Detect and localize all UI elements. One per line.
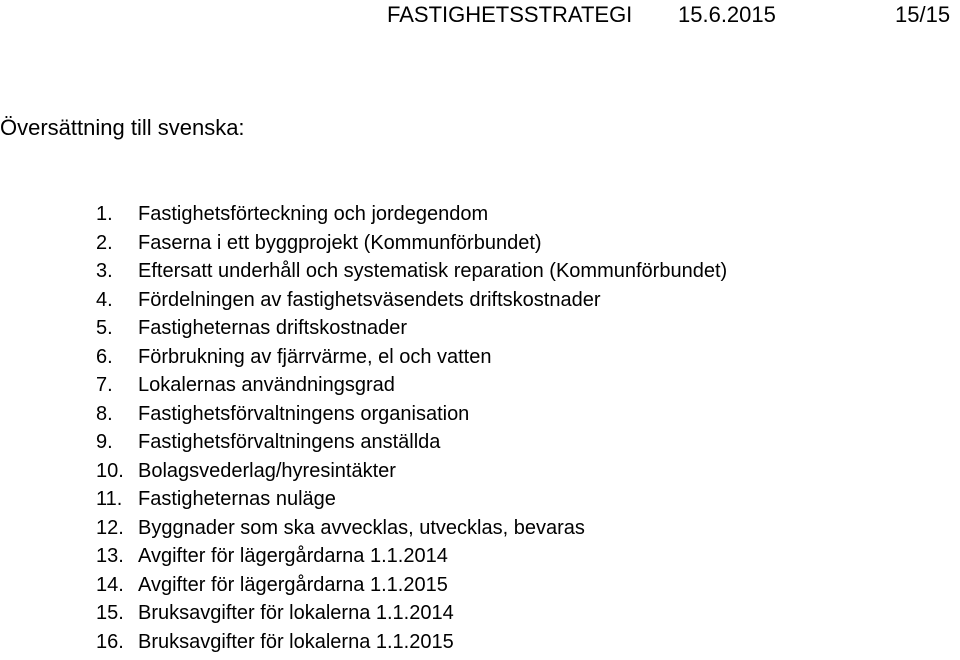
list-item-text: Förbrukning av fjärrvärme, el och vatten	[138, 345, 492, 368]
list-item-text: Bolagsvederlag/hyresintäkter	[138, 459, 396, 482]
list-item-number: 4.	[96, 288, 113, 311]
list-item	[96, 229, 727, 258]
document-date: 15.6.2015	[678, 2, 776, 27]
list-item-number: 1.	[96, 203, 113, 225]
list-item-number: 12.	[96, 516, 124, 539]
list-item-number: 7.	[96, 374, 113, 396]
list-item-number: 5.	[96, 317, 113, 339]
list-item-text: Bruksavgifter för lokalerna 1.1.2014	[138, 602, 454, 624]
document-title: FASTIGHETSSTRATEGI	[387, 2, 633, 27]
list-item	[96, 599, 727, 628]
list-item-text: Fastigheternas nuläge	[138, 488, 336, 510]
page-header	[387, 0, 960, 30]
list-item-text: Avgifter för lägergårdarna 1.1.2014	[138, 545, 448, 567]
list-item-number: 6.	[96, 345, 113, 368]
list-item-number: 10.	[96, 459, 124, 482]
list-item-text: Fastighetsförteckning och jordegendom	[138, 203, 489, 225]
list-item	[96, 200, 727, 229]
list-item-number: 3.	[96, 260, 113, 282]
list-item-text: Lokalernas användningsgrad	[138, 374, 395, 396]
list-item-text: Fastigheternas driftskostnader	[138, 317, 408, 339]
list-item-number: 14.	[96, 573, 124, 596]
list-item	[96, 314, 727, 343]
list-item	[96, 457, 727, 486]
list-item-number: 11.	[96, 488, 123, 510]
list-item	[96, 257, 727, 286]
list-item	[96, 628, 727, 657]
list-item-number: 2.	[96, 231, 113, 254]
section-heading: Översättning till svenska:	[0, 115, 245, 140]
list-item-text: Fördelningen av fastighetsväsendets driftskostnader	[138, 288, 601, 311]
list-item-text: Fastighetsförvaltningens organisation	[138, 402, 470, 425]
list-item	[96, 371, 727, 400]
list-item-text: Faserna i ett byggprojekt (Kommunförbundet)	[138, 231, 542, 254]
list-item	[96, 428, 727, 457]
list-item	[96, 400, 727, 429]
list-item-text: Bruksavgifter för lokalerna 1.1.2015	[138, 630, 454, 653]
list-item-number: 9.	[96, 431, 113, 453]
list-item-number: 15.	[96, 602, 124, 624]
page-number: 15/15	[895, 2, 951, 27]
list-item-text: Eftersatt underhåll och systematisk reparation (Kommunförbundet)	[138, 260, 728, 282]
list-item	[96, 514, 727, 543]
list-item-number: 16.	[96, 630, 124, 653]
list-item	[96, 542, 727, 571]
list-item-text: Byggnader som ska avvecklas, utvecklas, bevaras	[138, 516, 585, 539]
numbered-list	[96, 200, 727, 656]
list-item-text: Avgifter för lägergårdarna 1.1.2015	[138, 573, 448, 596]
list-item-text: Fastighetsförvaltningens anställda	[138, 431, 441, 453]
list-item	[96, 343, 727, 372]
list-item	[96, 286, 727, 315]
list-item	[96, 485, 727, 514]
list-item-number: 13.	[96, 545, 124, 567]
list-item	[96, 571, 727, 600]
list-item-number: 8.	[96, 402, 113, 425]
